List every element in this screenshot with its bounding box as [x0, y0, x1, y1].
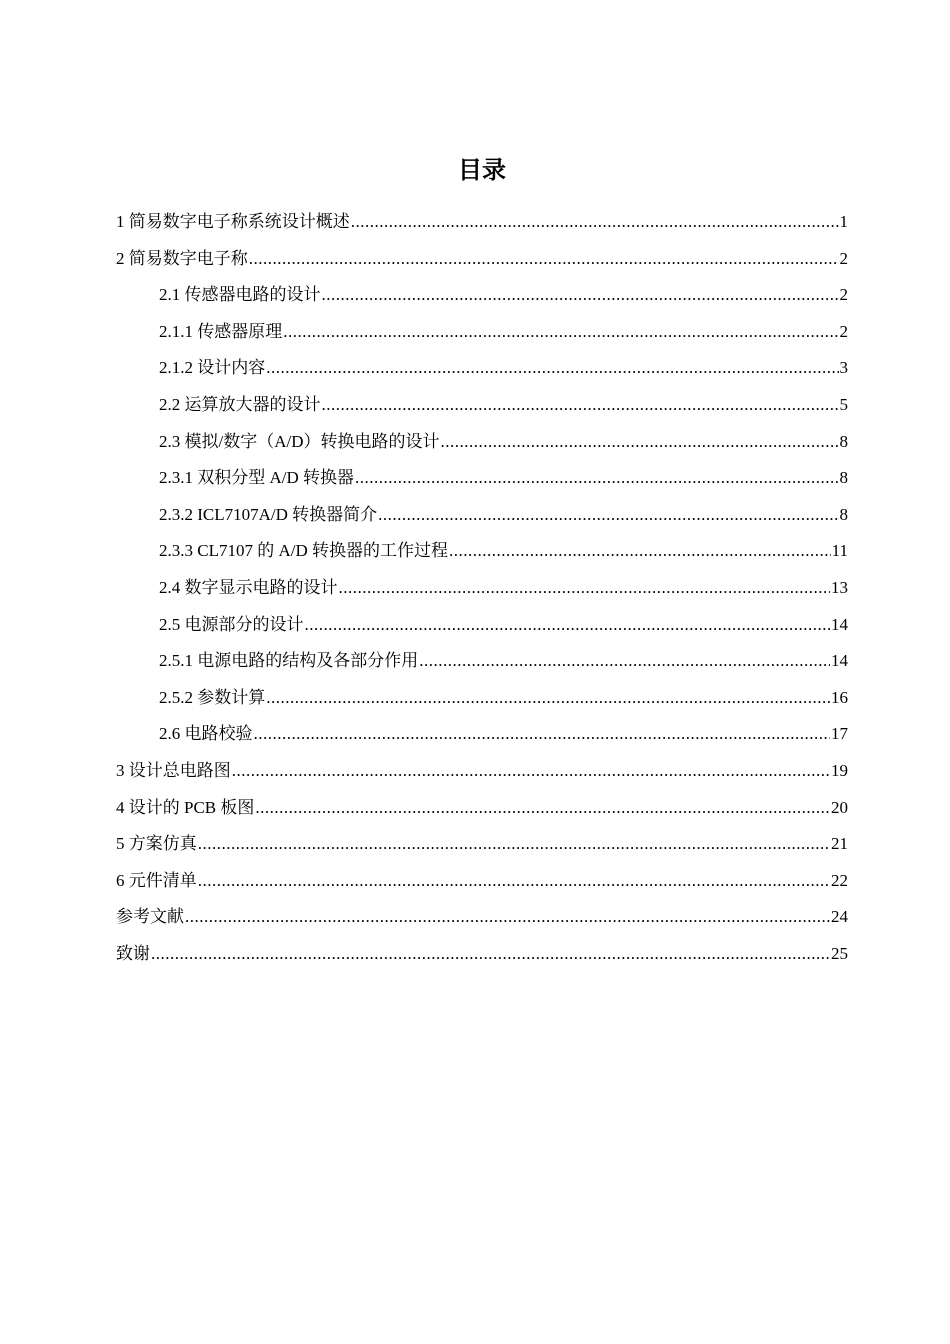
toc-dot-leader [266, 350, 838, 387]
toc-entry[interactable] [116, 643, 848, 680]
toc-entry-page: 17 [831, 724, 848, 744]
toc-entry-page: 8 [839, 468, 848, 488]
toc-entry[interactable] [116, 497, 848, 534]
toc-entry[interactable] [116, 350, 848, 387]
toc-entry-label: 致谢 [116, 943, 150, 963]
toc-entry-label: 2 简易数字电子称 [116, 248, 248, 268]
toc-dot-leader [305, 607, 831, 644]
toc-entry-label: 1 简易数字电子称系统设计概述 [116, 212, 350, 231]
toc-entry-label: 2.3.2 ICL7107A/D 转换器简介 [159, 504, 378, 524]
toc-entry-label: 4 设计的 PCB 板图 [116, 797, 255, 817]
toc-dot-leader [151, 936, 830, 973]
toc-entry[interactable] [116, 863, 848, 900]
toc-entry-page: 16 [831, 687, 848, 707]
toc-dot-leader [419, 643, 830, 680]
toc-entry-page: 2 [839, 285, 848, 305]
toc-entry-label: 2.5.1 电源电路的结构及各部分作用 [159, 651, 419, 671]
toc-dot-leader [249, 241, 839, 278]
toc-entry-label: 2.2 运算放大器的设计 [159, 394, 321, 414]
toc-entry-page: 14 [831, 614, 848, 634]
toc-entry-label: 3 设计总电路图 [116, 760, 231, 780]
toc-dot-leader [339, 570, 831, 607]
toc-dot-leader [441, 424, 839, 461]
toc-entry-page: 2 [839, 321, 848, 341]
toc-entry-label: 2.1 传感器电路的设计 [159, 285, 321, 305]
toc-entry[interactable] [116, 826, 848, 863]
toc-title: 目录 [458, 158, 506, 184]
toc-entry[interactable] [116, 607, 848, 644]
toc-entry-label: 2.1.1 传感器原理 [159, 321, 283, 341]
toc-entry-page: 3 [839, 358, 848, 378]
toc-dot-leader [283, 314, 838, 351]
toc-entry-page: 5 [839, 394, 848, 414]
toc-entry-label: 2.3.1 双积分型 A/D 转换器 [159, 468, 355, 488]
toc-entry[interactable] [116, 277, 848, 314]
toc-dot-leader [255, 790, 830, 827]
toc-entry-label: 参考文献 [116, 907, 184, 927]
toc-entry[interactable] [116, 680, 848, 717]
toc-entry-label: 2.6 电路校验 [159, 724, 253, 744]
toc-dot-leader [322, 277, 839, 314]
toc-entry-page: 22 [831, 870, 848, 890]
toc-entry-label: 2.5 电源部分的设计 [159, 614, 304, 634]
toc-entry[interactable] [116, 936, 848, 973]
toc-entry-label: 2.4 数字显示电路的设计 [159, 577, 338, 597]
toc-entry-label: 5 方案仿真 [116, 834, 197, 854]
toc-dot-leader [198, 826, 830, 863]
toc-entry-page: 11 [831, 541, 848, 561]
toc-dot-leader [378, 497, 838, 534]
toc-entry[interactable] [116, 314, 848, 351]
toc-dot-leader [322, 387, 839, 424]
table-of-contents [116, 204, 848, 972]
toc-entry-page: 21 [831, 834, 848, 854]
toc-entry[interactable] [116, 899, 848, 936]
toc-entry[interactable] [116, 790, 848, 827]
toc-dot-leader [232, 753, 830, 790]
toc-entry-label: 2.5.2 参数计算 [159, 687, 266, 707]
toc-entry-label: 2.1.2 设计内容 [159, 358, 266, 378]
toc-dot-leader [185, 899, 830, 936]
toc-entry-page: 8 [839, 431, 848, 451]
toc-dot-leader [266, 680, 830, 717]
toc-entry-page: 24 [831, 907, 848, 927]
toc-entry-page: 2 [839, 248, 848, 268]
toc-entry[interactable] [116, 204, 848, 241]
toc-entry-page: 19 [831, 760, 848, 780]
toc-dot-leader [449, 533, 831, 570]
toc-entry[interactable] [116, 424, 848, 461]
toc-entry-label: 6 元件清单 [116, 870, 197, 890]
toc-entry-page: 8 [839, 504, 848, 524]
toc-dot-leader [351, 204, 839, 241]
toc-entry-label: 2.3 模拟/数字（A/D）转换电路的设计 [159, 431, 440, 451]
toc-entry[interactable] [116, 460, 848, 497]
toc-entry[interactable] [116, 387, 848, 424]
toc-dot-leader [198, 863, 830, 900]
toc-dot-leader [254, 716, 831, 753]
toc-entry-page: 14 [831, 651, 848, 671]
toc-entry-page: 13 [831, 577, 848, 597]
toc-entry[interactable] [116, 241, 848, 278]
toc-dot-leader [355, 460, 838, 497]
toc-entry-page: 20 [831, 797, 848, 817]
toc-entry-page: 1 [839, 212, 848, 231]
toc-entry[interactable] [116, 753, 848, 790]
toc-entry-page: 25 [831, 943, 848, 963]
toc-entry[interactable] [116, 533, 848, 570]
toc-entry-label: 2.3.3 CL7107 的 A/D 转换器的工作过程 [159, 541, 448, 561]
toc-entry[interactable] [116, 570, 848, 607]
toc-entry[interactable] [116, 716, 848, 753]
